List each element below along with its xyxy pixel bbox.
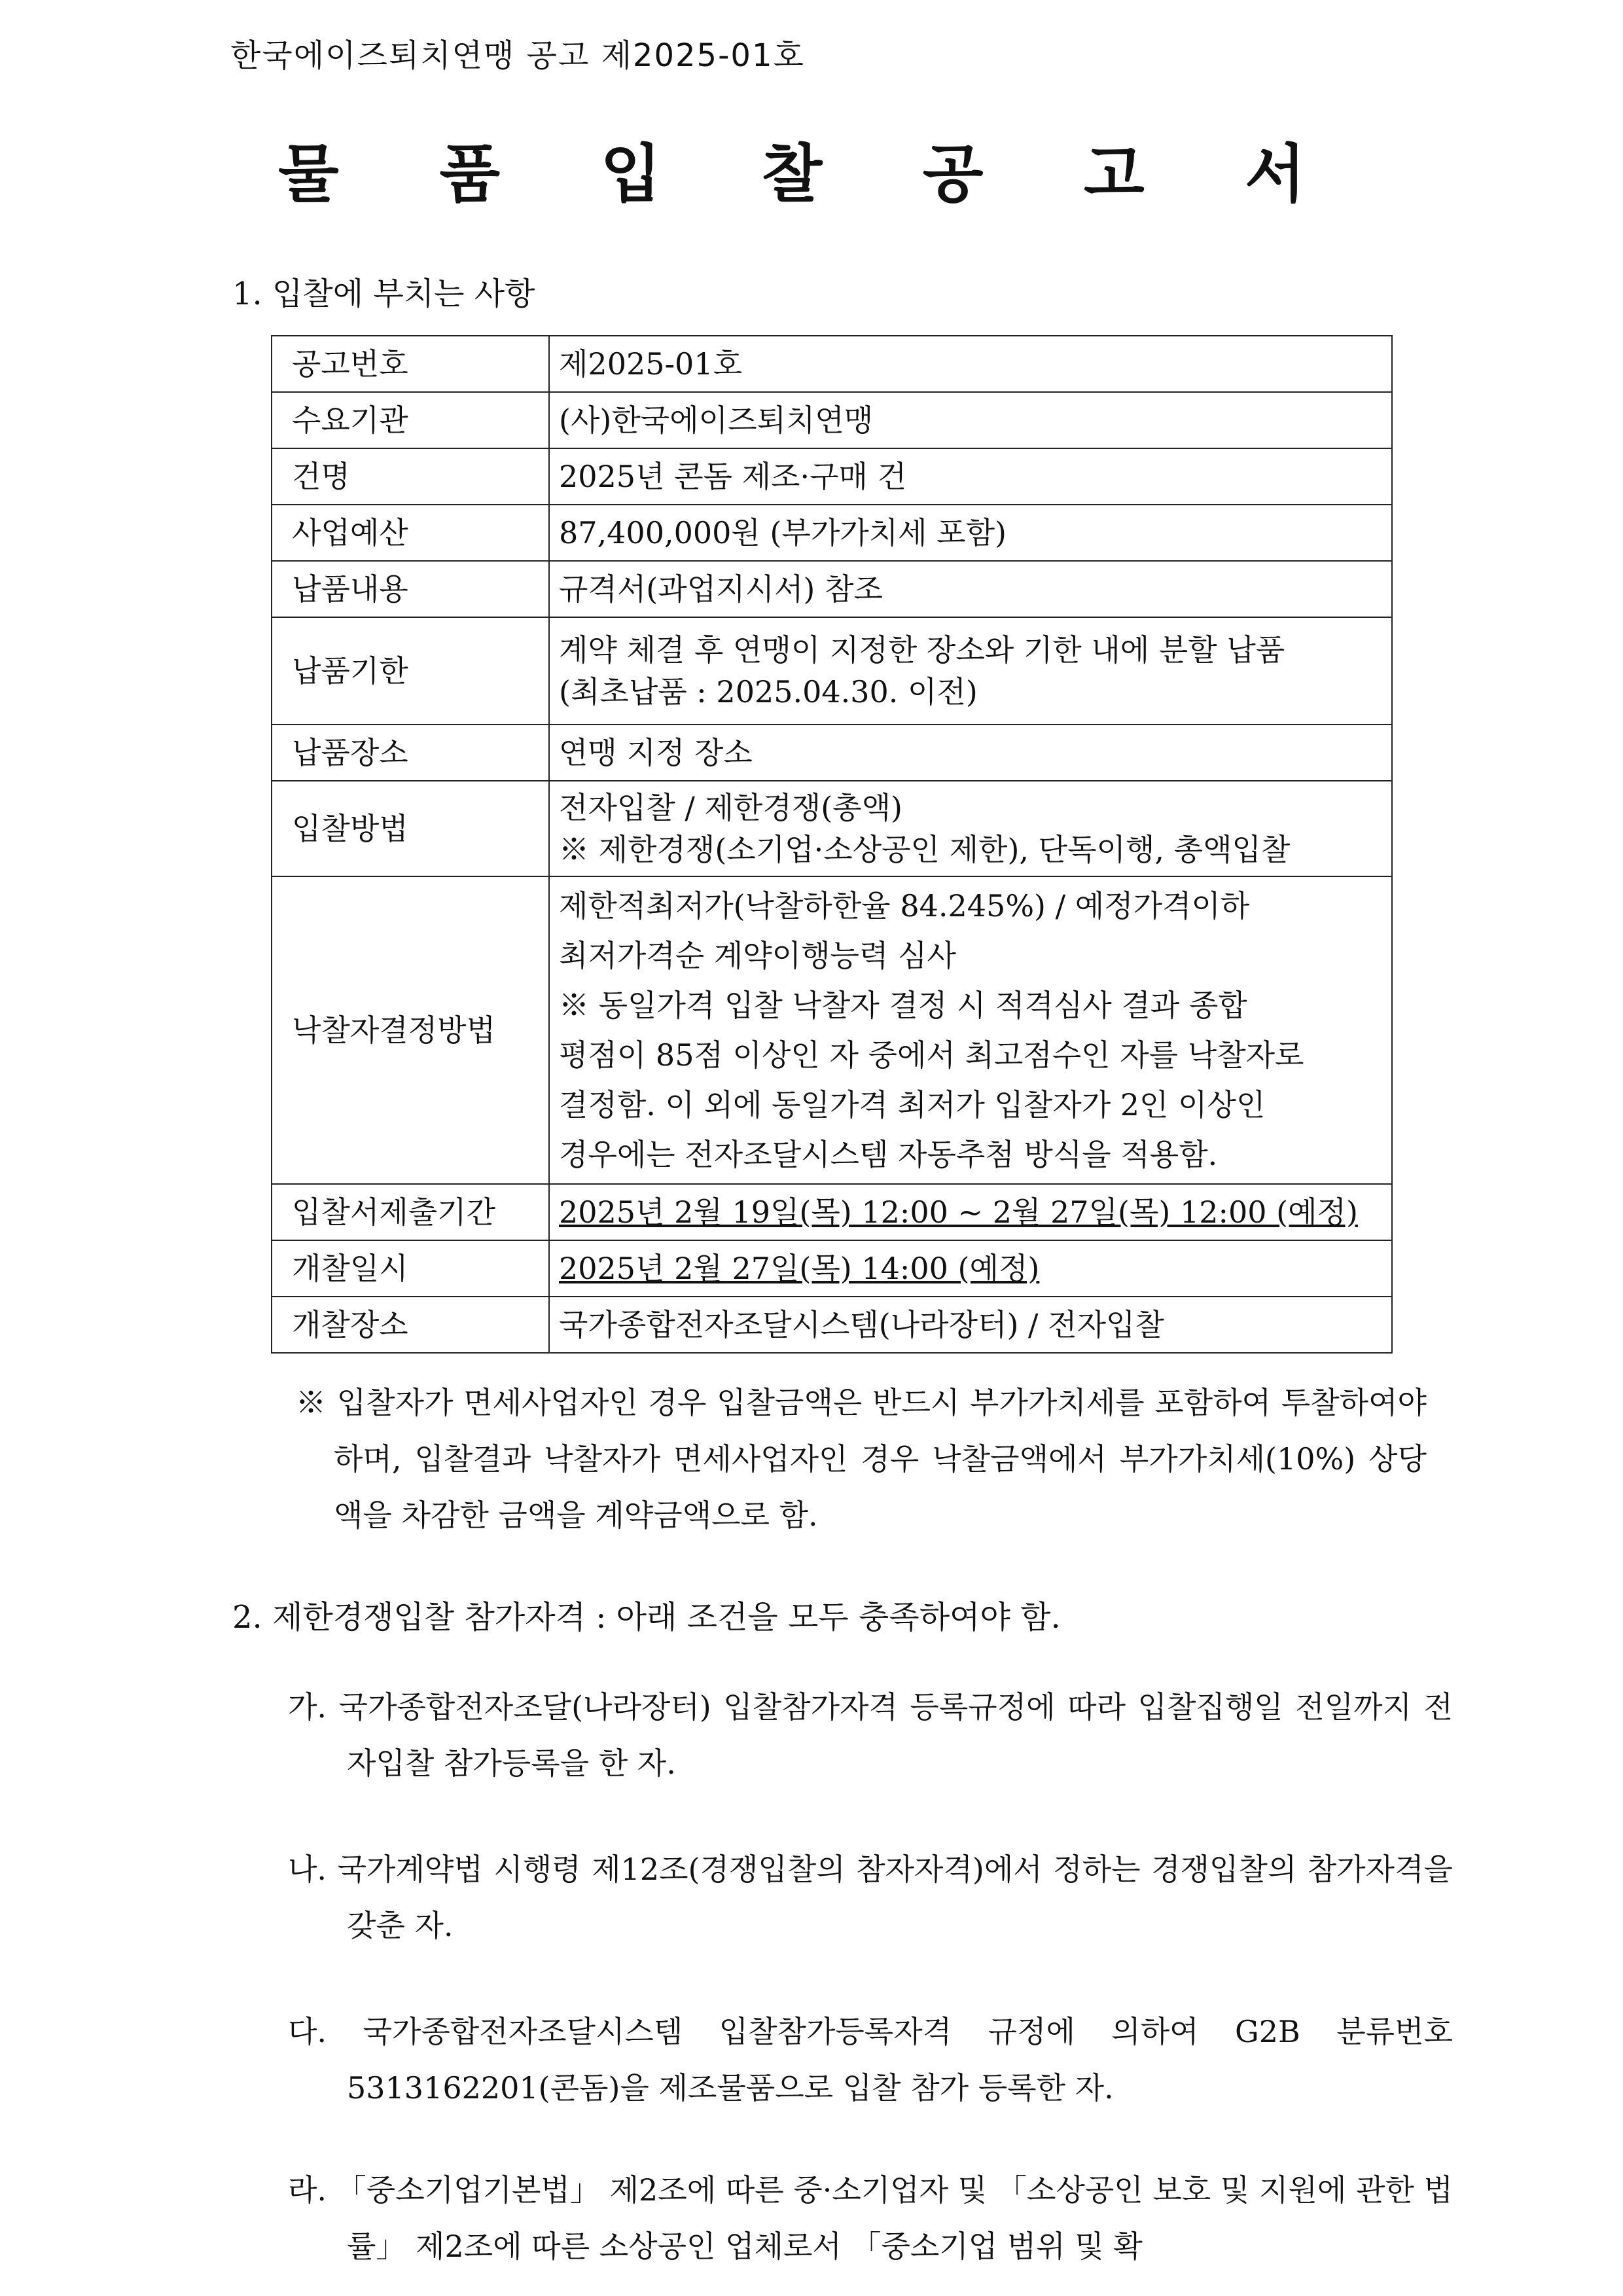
row-value: 87,400,000원 (부가가치세 포함): [549, 505, 1392, 561]
row-label: 납품내용: [272, 561, 549, 617]
page-title: 물 품 입 찰 공 고 서: [278, 137, 1345, 211]
value-line: 최저가격순 계약이행능력 심사: [559, 938, 956, 973]
row-value: 규격서(과업지시서) 참조: [549, 561, 1392, 617]
row-label: 공고번호: [272, 336, 549, 392]
value-line: 결정함. 이 외에 동일가격 최저가 입찰자가 2인 이상인: [559, 1087, 1266, 1122]
row-label: 개찰일시: [272, 1240, 549, 1297]
table-row: [272, 561, 1392, 617]
list-item: 나. 국가계약법 시행령 제12조(경쟁입찰의 참자자격)에서 정하는 경쟁입찰의 참가자격을 갖춘 자.: [288, 1852, 1453, 1943]
value-line: 전자입찰 / 제한경쟁(총액): [559, 790, 902, 825]
row-label: 사업예산: [272, 505, 549, 561]
row-value: 2025년 콘돔 제조·구매 건: [549, 448, 1392, 505]
section-1-heading: 1. 입찰에 부치는 사항: [232, 276, 535, 312]
row-value: 연맹 지정 장소: [549, 725, 1392, 781]
row-value: [549, 876, 1392, 1184]
notice-id: 한국에이즈퇴치연맹 공고 제2025-01호: [230, 37, 805, 74]
table-row: [272, 1240, 1392, 1297]
value-line: 경우에는 전자조달시스템 자동추첨 방식을 적용함.: [559, 1137, 1218, 1172]
row-label: 납품기한: [272, 617, 549, 725]
row-value: [549, 1240, 1392, 1297]
section-2-heading: 2. 제한경쟁입찰 참가자격 : 아래 조건을 모두 충족하여야 함.: [232, 1599, 1061, 1636]
row-label: 입찰방법: [272, 781, 549, 876]
row-label: 수요기관: [272, 392, 549, 448]
value-line: ※ 제한경쟁(소기업·소상공인 제한), 단독이행, 총액입찰: [559, 832, 1291, 867]
value-line: 제한적최저가(낙찰하한율 84.245%) / 예정가격이하: [559, 888, 1250, 924]
value-line: 평점이 85점 이상인 자 중에서 최고점수인 자를 낙찰자로: [559, 1037, 1304, 1073]
list-item: 가. 국가종합전자조달(나라장터) 입찰참가자격 등록규정에 따라 입찰집행일 전일까지 전자입찰 참가등록을 한 자.: [288, 1689, 1453, 1781]
table-row: [272, 505, 1392, 561]
bid-period-value: 2025년 2월 19일(목) 12:00 ~ 2월 27일(목) 12:00 (예정): [559, 1194, 1358, 1230]
value-line: 계약 체결 후 연맹이 지정한 장소와 기한 내에 분할 납품: [559, 632, 1285, 668]
table-row: [272, 392, 1392, 448]
row-value: 국가종합전자조달시스템(나라장터) / 전자입찰: [549, 1297, 1392, 1353]
list-item: 라. 「중소기업기본법」 제2조에 따른 중·소기업자 및 「소상공인 보호 및 지원에 관한 법률」 제2조에 따른 소상공인 업체로서 「중소기업 범위 및 확: [288, 2172, 1453, 2264]
list-item: 다. 국가종합전자조달시스템 입찰참가등록자격 규정에 의하여 G2B 분류번호 5313162201(콘돔)을 제조물품으로 입찰 참가 등록한 자.: [288, 2014, 1453, 2106]
row-label: 입찰서제출기간: [272, 1184, 549, 1240]
table-row: [272, 876, 1392, 1184]
row-label: 납품장소: [272, 725, 549, 781]
row-value: (사)한국에이즈퇴치연맹: [549, 392, 1392, 448]
opening-date-value: 2025년 2월 27일(목) 14:00 (예정): [559, 1251, 1040, 1286]
value-line: (최초납품 : 2025.04.30. 이전): [559, 674, 978, 709]
vat-note: ※ 입찰자가 면세사업자인 경우 입찰금액은 반드시 부가가치세를 포함하여 투찰하여야 하며, 입찰결과 낙찰자가 면세사업자인 경우 낙찰금액에서 부가가치세(10%) 상당액을 차감한 금액을 계약금액으로 함.: [296, 1385, 1427, 1533]
table-row: [272, 617, 1392, 725]
table-row: [272, 448, 1392, 505]
row-label: 건명: [272, 448, 549, 505]
row-value: [549, 617, 1392, 725]
row-label: 낙찰자결정방법: [272, 876, 549, 1184]
table-row: [272, 1184, 1392, 1240]
value-line: ※ 동일가격 입찰 낙찰자 결정 시 적격심사 결과 종합: [559, 988, 1247, 1023]
row-value: [549, 1184, 1392, 1240]
bid-info-table: [271, 335, 1393, 1354]
row-value: [549, 781, 1392, 876]
row-value: 제2025-01호: [549, 336, 1392, 392]
row-label: 개찰장소: [272, 1297, 549, 1353]
table-row: [272, 1297, 1392, 1353]
table-row: [272, 336, 1392, 392]
table-row: [272, 781, 1392, 876]
table-row: [272, 725, 1392, 781]
